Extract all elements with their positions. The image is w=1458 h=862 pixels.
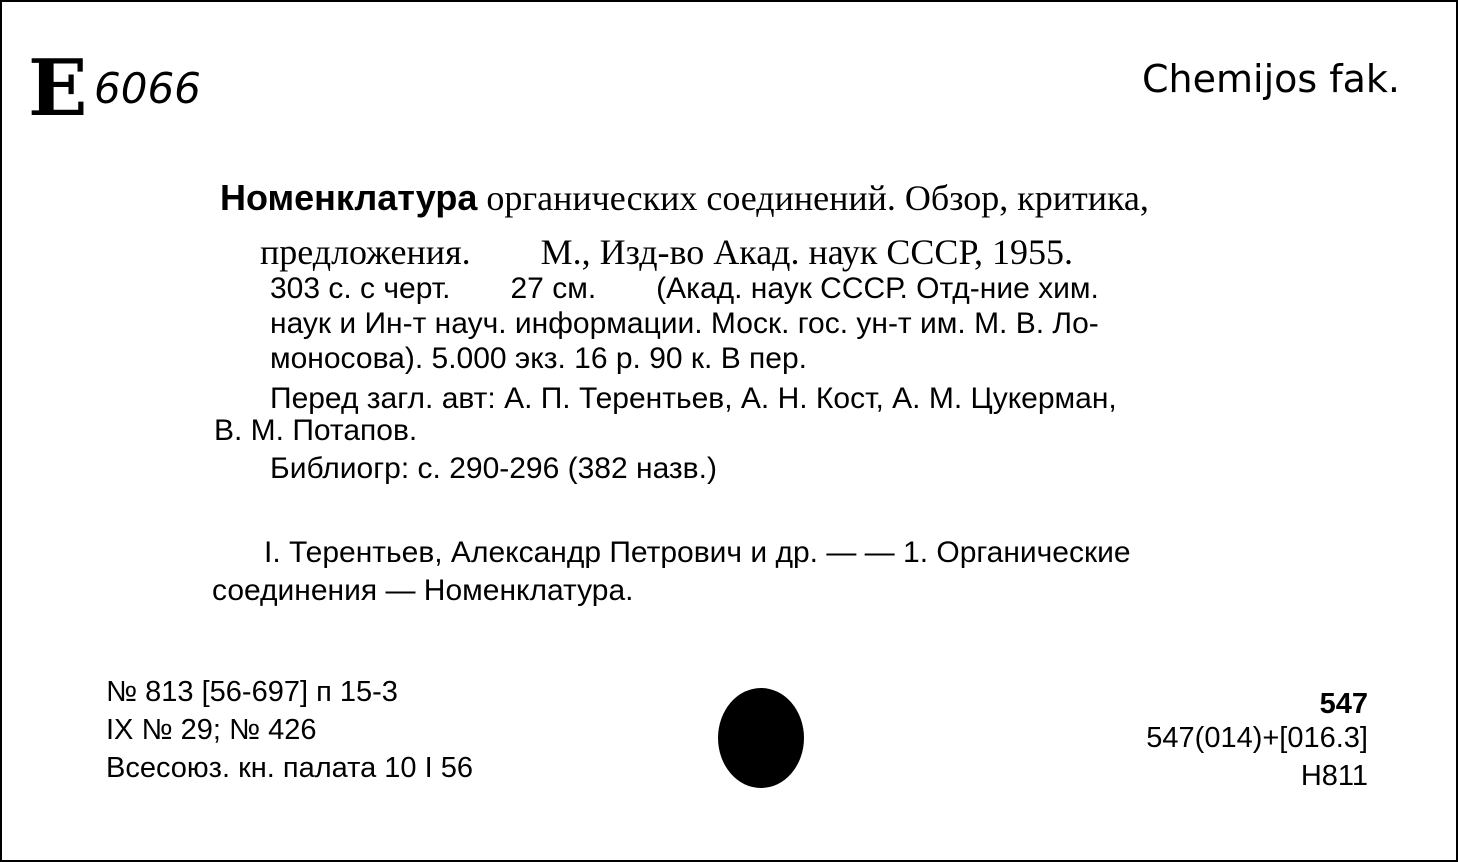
series: (Акад. наук СССР. Отд-ние хим.	[656, 272, 1099, 305]
stamp-letter: E	[28, 43, 88, 134]
registry-line-3: Всесоюз. кн. палата 10 I 56	[106, 752, 473, 784]
department-label: Chemijos fak.	[1142, 57, 1401, 101]
registry-line-1: № 813 [56-697] п 15-3	[106, 676, 398, 708]
size: 27 см.	[510, 272, 597, 305]
title-bold: Номенклатура	[220, 177, 478, 218]
bibliography-note: Библиогр: с. 290-296 (382 назв.)	[270, 452, 717, 485]
classification-main: 547	[1319, 688, 1368, 720]
description-line-5: моносова). 5.000 экз. 16 р. 90 к. В пер.	[270, 342, 807, 375]
tracing-line-1: I. Терентьев, Александр Петрович и др. — — 1. Органические	[264, 536, 1131, 569]
punch-hole	[718, 688, 804, 788]
authors-line-1: Перед загл. авт: А. П. Терентьев, А. Н. Кост, А. М. Цукерман,	[270, 382, 1117, 415]
imprint: М., Изд-во Акад. наук СССР, 1955.	[540, 232, 1073, 272]
title-line-1	[220, 177, 1149, 218]
description-line-4: наук и Ин-т науч. информации. Моск. гос. ун-т им. М. В. Ло-	[270, 307, 1099, 340]
classification-udc: 547(014)+[016.3]	[1146, 722, 1368, 754]
title-rest: органических соединений. Обзор, критика,	[486, 178, 1149, 218]
title-line-2	[260, 234, 1073, 270]
authors-line-2: В. М. Потапов.	[214, 414, 418, 447]
registry-line-2: IX № 29; № 426	[106, 714, 317, 746]
author-mark: Н811	[1300, 760, 1368, 792]
tracing-line-2: соединения — Номенклатура.	[212, 574, 634, 607]
title-line-2-a: предложения.	[260, 232, 471, 272]
call-number: 6066	[94, 64, 201, 113]
description-line-3	[270, 274, 1099, 304]
pages: 303 с. с черт.	[270, 272, 451, 305]
